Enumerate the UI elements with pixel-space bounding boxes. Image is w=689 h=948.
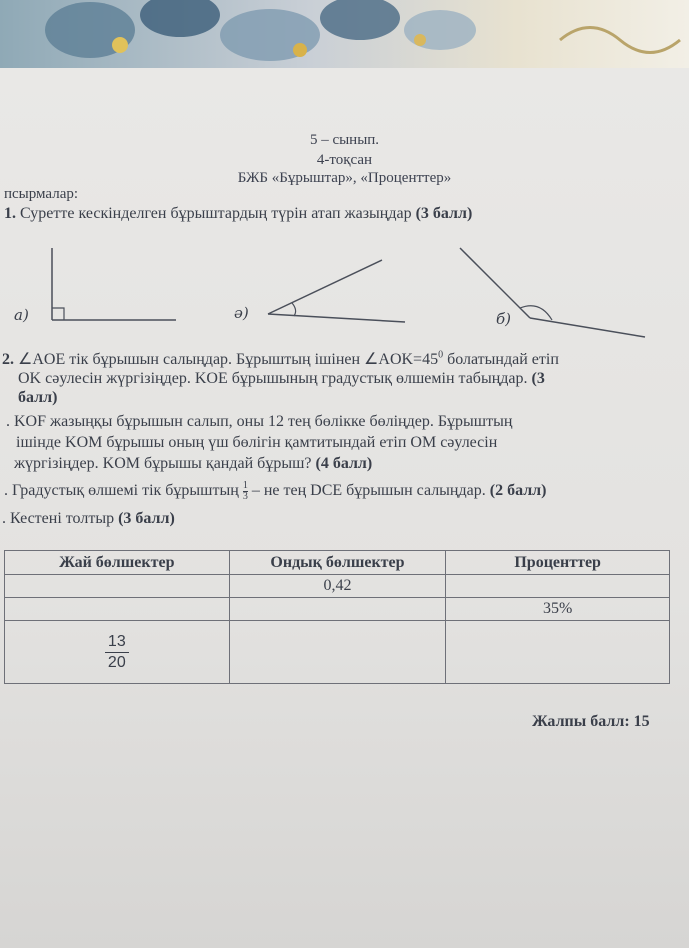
cell-decimal-2[interactable] bbox=[229, 598, 446, 621]
task4-line: . Градустық өлшемі тік бұрыштың $\frac{1}{3}$ – не тең DCE бұрышын салыңдар. (2 балл) bbox=[4, 480, 547, 502]
table-row bbox=[5, 598, 670, 621]
total-points: Жалпы балл: 15 bbox=[532, 713, 650, 730]
tasks-heading: псырмалар: bbox=[4, 186, 79, 202]
header-quarter: 4-тоқсан bbox=[316, 152, 373, 168]
task3-line2: ішінде KOM бұрышы оның үш бөлігін қамтитындай етіп OM сәулесін bbox=[16, 434, 498, 451]
angle-figures bbox=[0, 240, 689, 340]
table-row bbox=[5, 621, 670, 684]
header-title: БЖБ «Бұрыштар», «Проценттер» bbox=[237, 170, 452, 186]
cell-fraction-1[interactable] bbox=[5, 575, 230, 598]
task1-points: (3 балл) bbox=[415, 205, 473, 222]
header-percentages: Проценттер bbox=[446, 551, 670, 575]
one-third-fraction: $\frac{1}{3}$ bbox=[242, 480, 248, 502]
thirteen-twentieths-fraction: $\frac{13}{20}$ bbox=[105, 632, 129, 673]
task3-line3: жүргізіңдер. KOM бұрышы қандай бұрыш? (4 балл) bbox=[14, 455, 373, 472]
right-angle-figure bbox=[52, 248, 176, 320]
task1-text bbox=[4, 205, 472, 223]
task1-body: Суретте кескінделген бұрыштардың түрін атап жазыңдар bbox=[20, 205, 412, 222]
figure-label-b: б) bbox=[496, 310, 512, 328]
cell-fraction-3[interactable] bbox=[5, 621, 230, 684]
task2-number: 2. bbox=[2, 351, 14, 368]
figure-label-ae: ә) bbox=[234, 304, 249, 322]
task2-line3: балл) bbox=[18, 389, 58, 406]
figure-label-a: а) bbox=[14, 306, 29, 324]
cell-percent-2[interactable]: 35% bbox=[446, 598, 670, 621]
cell-percent-1[interactable] bbox=[446, 575, 670, 598]
fractions-table bbox=[4, 550, 670, 684]
cell-percent-3[interactable] bbox=[446, 621, 670, 684]
header-decimal-fractions: Ондық бөлшектер bbox=[229, 551, 446, 575]
task5-line: . Кестені толтыр (3 балл) bbox=[2, 510, 175, 527]
table-row bbox=[5, 575, 670, 598]
task1-number: 1. bbox=[4, 205, 16, 222]
task2-line1: 2. ∠AOE тік бұрышын салыңдар. Бұрыштың ішінен $\angle AOK=45^0$ болатындай етіп bbox=[2, 349, 559, 368]
header-common-fractions: Жай бөлшектер bbox=[5, 551, 230, 575]
cell-fraction-2[interactable] bbox=[5, 598, 230, 621]
worksheet-page bbox=[0, 68, 689, 948]
task2-line2: OK сәулесін жүргізіңдер. KOE бұрышының градустық өлшемін табыңдар. (3 bbox=[18, 370, 545, 387]
cell-decimal-1[interactable]: 0,42 bbox=[229, 575, 446, 598]
acute-angle-figure bbox=[268, 260, 405, 322]
header-grade: 5 – сынып. bbox=[309, 132, 380, 148]
table-header-row bbox=[5, 551, 670, 575]
obtuse-angle-figure bbox=[460, 248, 645, 337]
task3-line1: . KOF жазыңқы бұрышын салып, оны 12 тең бөлікке бөліңдер. Бұрыштың bbox=[6, 413, 513, 430]
cell-decimal-3[interactable] bbox=[229, 621, 446, 684]
